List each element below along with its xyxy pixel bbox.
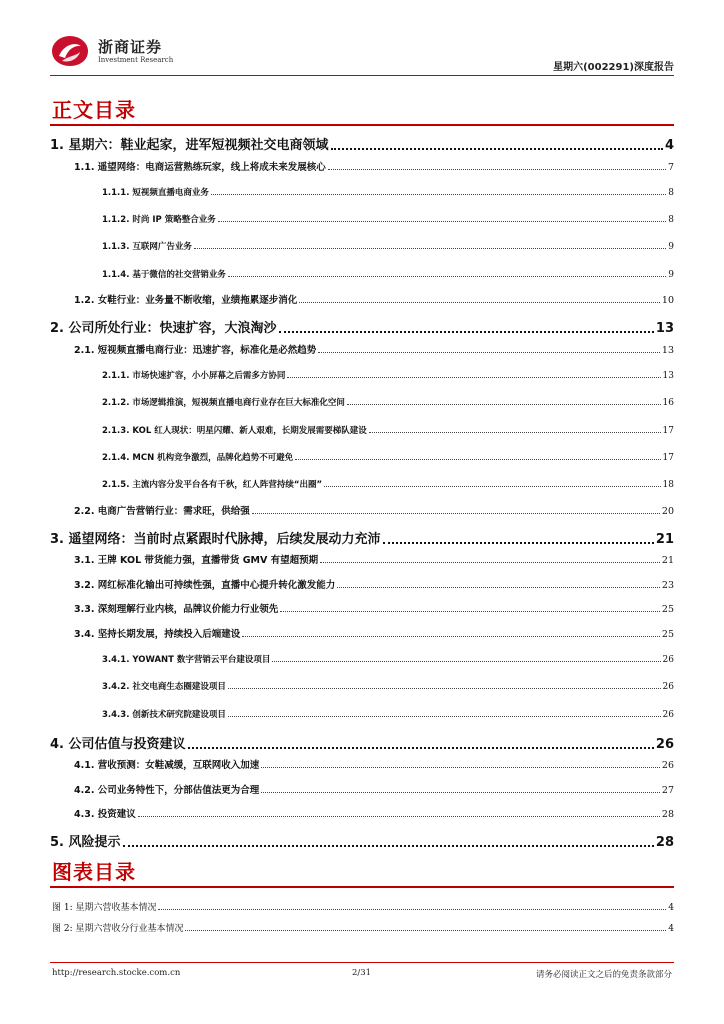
- footer-url[interactable]: http://research.stocke.com.cn: [52, 968, 181, 978]
- toc-entry-label: 2.1.1. 市场快速扩容，小小屏幕之后需多方协同: [102, 371, 286, 381]
- toc-entry-label: 1. 星期六：鞋业起家，进军短视频社交电商领域: [50, 138, 329, 153]
- toc-entry-page: 17: [662, 425, 674, 436]
- toc-entry-label: 3.2. 网红标准化输出可持续性强，直播中心提升转化激发能力: [74, 579, 336, 591]
- toc-entry-label: 1.1.2. 时尚 IP 策略整合业务: [102, 215, 216, 226]
- toc-entry-page: 4: [664, 138, 674, 153]
- page-header: [50, 30, 674, 74]
- toc-entry-label: 1.1. 遥望网络：电商运营熟练玩家，线上将成未来发展核心: [74, 161, 326, 173]
- toc-entry-label: 1.1.4. 基于微信的社交营销业务: [102, 269, 226, 280]
- toc-entry-label: 5. 风险提示: [50, 835, 121, 851]
- figure-entry-page: 4: [668, 903, 674, 913]
- toc-leader-dots: [272, 660, 660, 662]
- toc-leader-dots: [328, 168, 666, 170]
- brand-name-cn: 浙商证券: [98, 38, 163, 56]
- toc-entry-page: 17: [662, 452, 674, 463]
- toc-entry-level1[interactable]: [50, 528, 674, 547]
- footer-divider: [50, 962, 674, 963]
- toc-entry-page: 13: [662, 371, 674, 381]
- toc-entry-page: 9: [668, 242, 674, 253]
- toc-entry-page: 9: [668, 269, 674, 280]
- toc-entry-level1[interactable]: [50, 317, 674, 336]
- toc-entry-page: 26: [655, 736, 674, 752]
- toc-leader-dots: [299, 301, 660, 303]
- toc-entry-page: 20: [661, 505, 674, 517]
- toc-leader-dots: [123, 844, 654, 847]
- footer-disclaimer: 请务必阅读正文之后的免责条款部分: [535, 970, 672, 980]
- header-divider: [50, 75, 674, 76]
- toc-entry-page: 26: [662, 682, 674, 693]
- figure-entry[interactable]: [50, 900, 674, 913]
- toc-entry-label: 2.1.4. MCN 机构竞争激烈，品牌化趋势不可避免: [102, 452, 294, 463]
- toc-entry-page: 26: [662, 655, 674, 665]
- toc-entry-label: 3.1. 王牌 KOL 带货能力强，直播带货 GMV 有望超预期: [74, 555, 319, 567]
- toc-entry-level2[interactable]: [50, 757, 674, 771]
- toc-entry-page: 27: [661, 784, 674, 796]
- toc-entry-label: 4. 公司估值与投资建议: [50, 736, 186, 752]
- toc-entry-level3[interactable]: [50, 708, 674, 720]
- figures-heading-rule: [50, 886, 674, 888]
- toc-leader-dots: [318, 351, 660, 353]
- toc-entry-label: 2.2. 电商广告营销行业：需求旺，供给强: [74, 505, 250, 517]
- toc-entry-page: 8: [668, 187, 674, 198]
- toc-entry-label: 2. 公司所处行业：快速扩容，大浪淘沙: [50, 321, 277, 337]
- figures-heading: 图表目录: [52, 860, 136, 884]
- figure-entry-label: 图 2: 星期六营收分行业基本情况: [52, 924, 184, 934]
- toc-entry-page: 28: [655, 835, 674, 851]
- toc-leader-dots: [242, 635, 660, 637]
- toc-entry-level3[interactable]: [50, 451, 674, 463]
- toc-entry-page: 28: [661, 809, 674, 821]
- toc-leader-dots: [279, 330, 654, 333]
- figure-entry-page: 4: [668, 924, 674, 934]
- figure-entry[interactable]: [50, 921, 674, 934]
- toc-entry-label: 3.4.3. 创新技术研究院建设项目: [102, 709, 226, 720]
- toc-entry-page: 13: [655, 321, 674, 337]
- brand-name-en: Investment Research: [98, 56, 174, 64]
- toc-entry-page: 25: [661, 604, 674, 616]
- toc-leader-dots: [211, 193, 666, 195]
- toc-entry-label: 3.4. 坚持长期发展，持续投入后端建设: [74, 628, 241, 640]
- toc-entry-level2[interactable]: [50, 552, 674, 566]
- toc-entry-level3[interactable]: [50, 396, 674, 408]
- toc-entry-page: 25: [661, 628, 674, 640]
- toc-entry-label: 4.3. 投资建议: [74, 809, 136, 821]
- toc-entry-level3[interactable]: [50, 653, 674, 665]
- figure-leader-dots: [158, 908, 666, 910]
- toc-entry-level2[interactable]: [50, 159, 674, 173]
- toc-leader-dots: [261, 791, 660, 793]
- toc-leader-dots: [252, 512, 660, 514]
- toc-entry-label: 1.1.3. 互联网广告业务: [102, 242, 192, 253]
- footer-page-number: 2/31: [352, 968, 372, 978]
- toc-entry-level2[interactable]: [50, 577, 674, 591]
- toc-leader-dots: [280, 610, 660, 612]
- toc-entry-label: 2.1.2. 市场逻辑推演，短视频直播电商行业存在巨大标准化空间: [102, 398, 345, 409]
- toc-leader-dots: [194, 247, 666, 249]
- toc-entry-level3[interactable]: [50, 680, 674, 692]
- company-logo-icon: [50, 34, 90, 68]
- toc-entry-label: 2.1.5. 主流内容分发平台各有千秋，红人阵营持续“出圈”: [102, 480, 323, 491]
- toc-entry-level1[interactable]: [50, 134, 674, 153]
- toc-heading: 正文目录: [52, 98, 136, 122]
- toc-leader-dots: [295, 458, 660, 460]
- toc-entry-label: 4.2. 公司业务特性下，分部估值法更为合理: [74, 784, 260, 796]
- toc-entry-level2[interactable]: [50, 292, 674, 306]
- toc-entry-level3[interactable]: [50, 186, 674, 198]
- toc-leader-dots: [218, 220, 667, 222]
- toc-entry-label: 4.1. 营收预测：女鞋减缓，互联网收入加速: [74, 760, 260, 772]
- toc-leader-dots: [331, 147, 663, 150]
- toc-entry-level2[interactable]: [50, 782, 674, 796]
- toc-entry-level2[interactable]: [50, 806, 674, 820]
- toc-leader-dots: [138, 815, 660, 817]
- toc-entry-level2[interactable]: [50, 503, 674, 517]
- toc-entry-level3[interactable]: [50, 424, 674, 436]
- toc-entry-label: 3.4.2. 社交电商生态圈建设项目: [102, 682, 226, 693]
- toc-entry-level1[interactable]: [50, 831, 674, 850]
- toc-entry-label: 2.1.3. KOL 红人现状：明星闪耀、新人艰难，长期发展需要梯队建设: [102, 425, 367, 436]
- toc-entry-level3[interactable]: [50, 213, 674, 225]
- toc-leader-dots: [320, 561, 660, 563]
- toc-entry-page: 7: [667, 161, 674, 173]
- toc-entry-level3[interactable]: [50, 240, 674, 252]
- toc-leader-dots: [188, 746, 654, 749]
- toc-entry-level3[interactable]: [50, 478, 674, 490]
- toc-entry-level3[interactable]: [50, 369, 674, 381]
- toc-entry-page: 16: [662, 398, 674, 409]
- toc-leader-dots: [347, 403, 661, 405]
- toc-entry-label: 3.4.1. YOWANT 数字营销云平台建设项目: [102, 655, 271, 665]
- figure-entry-label: 图 1: 星期六营收基本情况: [52, 903, 157, 913]
- toc-leader-dots: [228, 687, 661, 689]
- toc-heading-rule: [50, 124, 674, 126]
- toc-leader-dots: [228, 715, 661, 717]
- toc-leader-dots: [324, 485, 660, 487]
- toc-leader-dots: [337, 586, 660, 588]
- toc-entry-page: 18: [662, 480, 674, 491]
- toc-entry-level2[interactable]: [50, 342, 674, 356]
- toc-entry-level1[interactable]: [50, 733, 674, 752]
- toc-entry-label: 1.1.1. 短视频直播电商业务: [102, 187, 209, 198]
- toc-entry-page: 21: [655, 531, 674, 547]
- toc-entry-page: 26: [661, 760, 674, 772]
- toc-entry-level2[interactable]: [50, 626, 674, 640]
- toc-leader-dots: [383, 541, 654, 544]
- toc-entry-page: 13: [661, 344, 674, 356]
- toc-leader-dots: [228, 275, 666, 277]
- toc-entry-label: 2.1. 短视频直播电商行业：迅速扩容，标准化是必然趋势: [74, 344, 317, 356]
- toc-leader-dots: [369, 431, 661, 433]
- toc-leader-dots: [287, 376, 660, 378]
- toc-entry-label: 3.3. 深刻理解行业内核，品牌议价能力行业领先: [74, 604, 279, 616]
- toc-entry-page: 26: [662, 709, 674, 720]
- toc-entry-page: 8: [668, 215, 674, 226]
- toc-leader-dots: [261, 766, 660, 768]
- toc-entry-label: 3. 遥望网络：当前时点紧跟时代脉搏，后续发展动力充沛: [50, 531, 381, 547]
- toc-entry-page: 10: [661, 295, 674, 307]
- toc-entry-label: 1.2. 女鞋行业：业务量不断收缩，业绩拖累逐步消化: [74, 295, 298, 307]
- toc-entry-page: 21: [661, 555, 674, 567]
- figure-leader-dots: [185, 929, 666, 931]
- report-title: 星期六(002291)深度报告: [553, 62, 674, 73]
- toc-entry-level2[interactable]: [50, 601, 674, 615]
- toc-entry-page: 23: [661, 579, 674, 591]
- toc-entry-level3[interactable]: [50, 268, 674, 280]
